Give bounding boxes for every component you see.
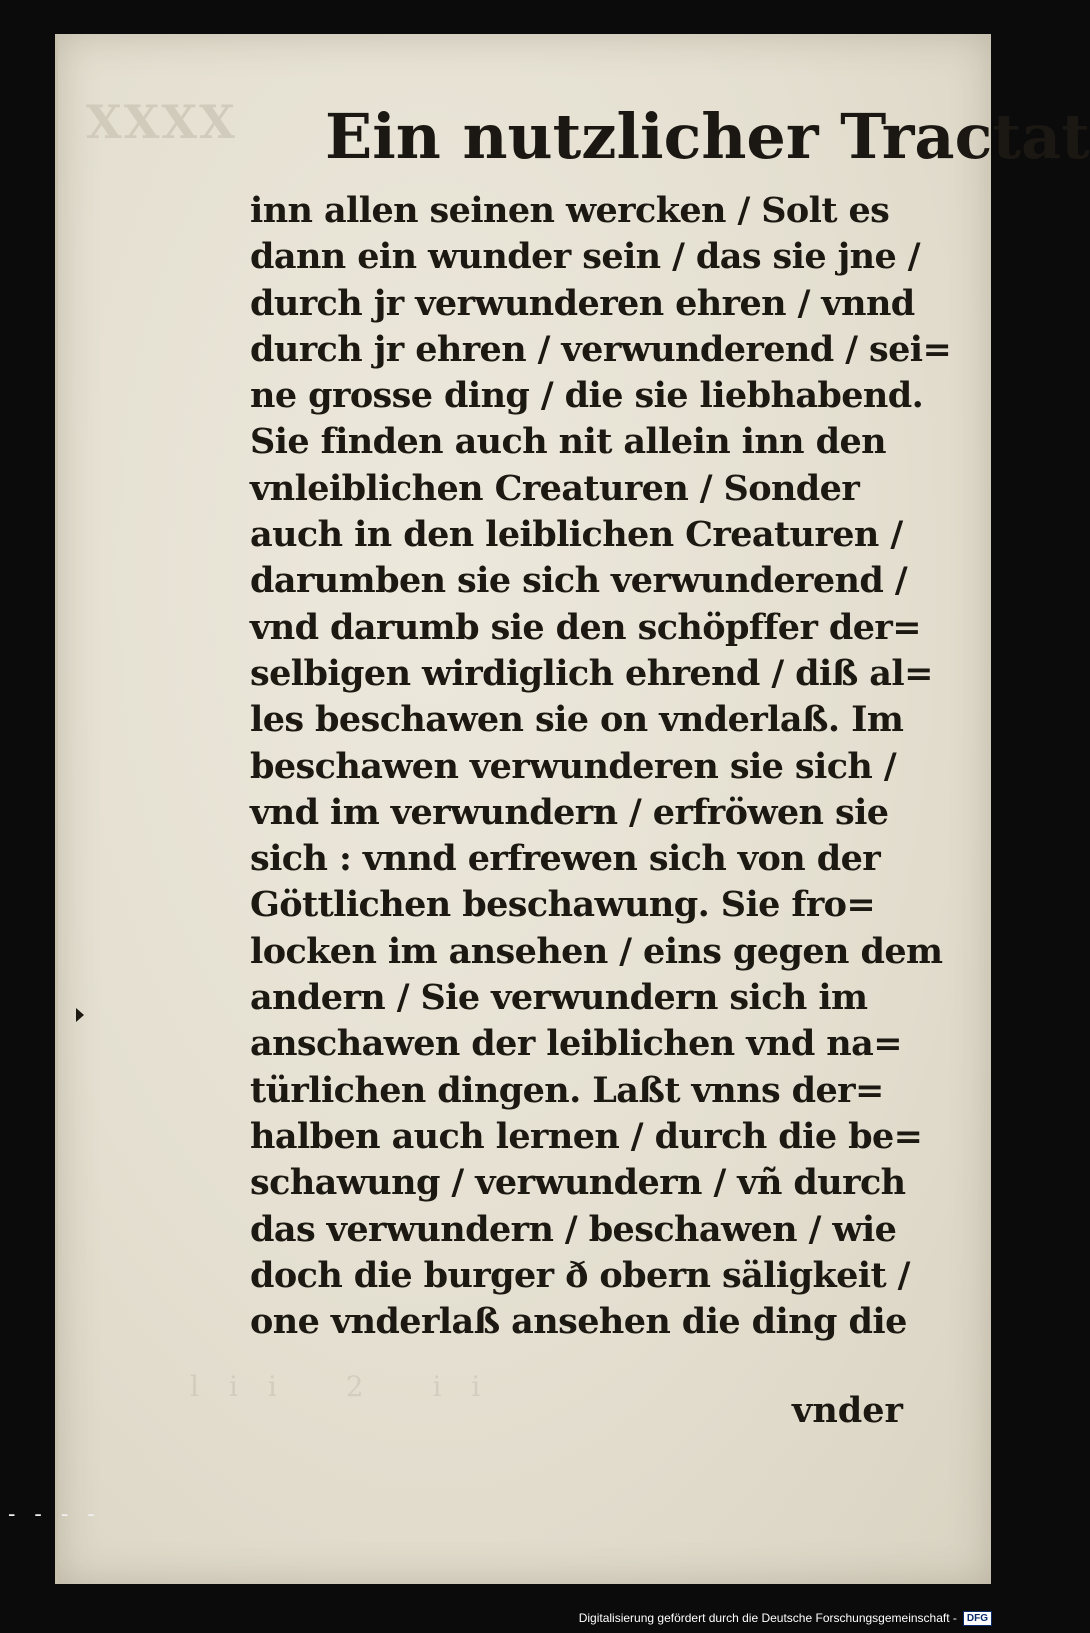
text-line: vnd darumb sie den schöpffer der= xyxy=(250,606,921,648)
text-line: durch jr verwunderen ehren / vnnd xyxy=(250,282,915,324)
text-line: vnd im verwundern / erfröwen sie xyxy=(250,791,889,833)
text-line: sich : vnnd erfrewen sich von der xyxy=(250,838,881,880)
text-line: auch in den leiblichen Creaturen / xyxy=(250,514,903,556)
text-line: durch jr ehren / verwunderend / sei= xyxy=(250,328,952,370)
text-line: Göttlichen beschawung. Sie fro= xyxy=(250,884,876,926)
body-text xyxy=(250,188,952,1345)
text-line: anschawen der leiblichen vnd na= xyxy=(250,1023,902,1065)
text-line: les beschawen sie on vnderlaß. Im xyxy=(250,699,904,741)
dfg-logo-icon: DFG xyxy=(963,1611,992,1626)
text-line: one vnderlaß ansehen die ding die xyxy=(250,1301,907,1343)
footer-credit: Digitalisierung gefördert durch die Deutsche Forschungsgemeinschaft - xyxy=(578,1611,957,1625)
running-header: Ein nutzlicher Tractat xyxy=(325,100,1090,173)
bleed-through-text-bottom: lii 2 ii xyxy=(190,1370,511,1403)
text-line: dann ein wunder sein / das sie jne / xyxy=(250,236,920,278)
text-line: darumben sie sich verwunderend / xyxy=(250,560,908,602)
text-line: selbigen wirdiglich ehrend / diß al= xyxy=(250,652,933,694)
text-line: andern / Sie verwundern sich im xyxy=(250,977,868,1019)
margin-marker-icon xyxy=(76,1008,84,1022)
text-line: locken im ansehen / eins gegen dem xyxy=(250,930,943,972)
bleed-through-text-top: XXXX xyxy=(86,95,237,149)
text-line: türlichen dingen. Laßt vnns der= xyxy=(250,1069,884,1111)
text-line: schawung / verwundern / vñ durch xyxy=(250,1162,906,1204)
text-line: doch die burger ð obern säligkeit / xyxy=(250,1254,910,1296)
text-line: beschawen verwunderen sie sich / xyxy=(250,745,897,787)
text-line: ne grosse ding / die sie liebhabend. xyxy=(250,375,924,417)
catchword: vnder xyxy=(792,1390,903,1431)
digitization-footer xyxy=(579,1605,992,1631)
margin-dashes: - - - - xyxy=(8,1502,101,1527)
text-line: das verwundern / beschawen / wie xyxy=(250,1208,897,1250)
text-line: inn allen seinen wercken / Solt es xyxy=(250,190,890,231)
text-line: vnleiblichen Creaturen / Sonder xyxy=(250,467,860,509)
text-line: halben auch lernen / durch die be= xyxy=(250,1115,923,1157)
text-line: Sie finden auch nit allein inn den xyxy=(250,421,886,463)
